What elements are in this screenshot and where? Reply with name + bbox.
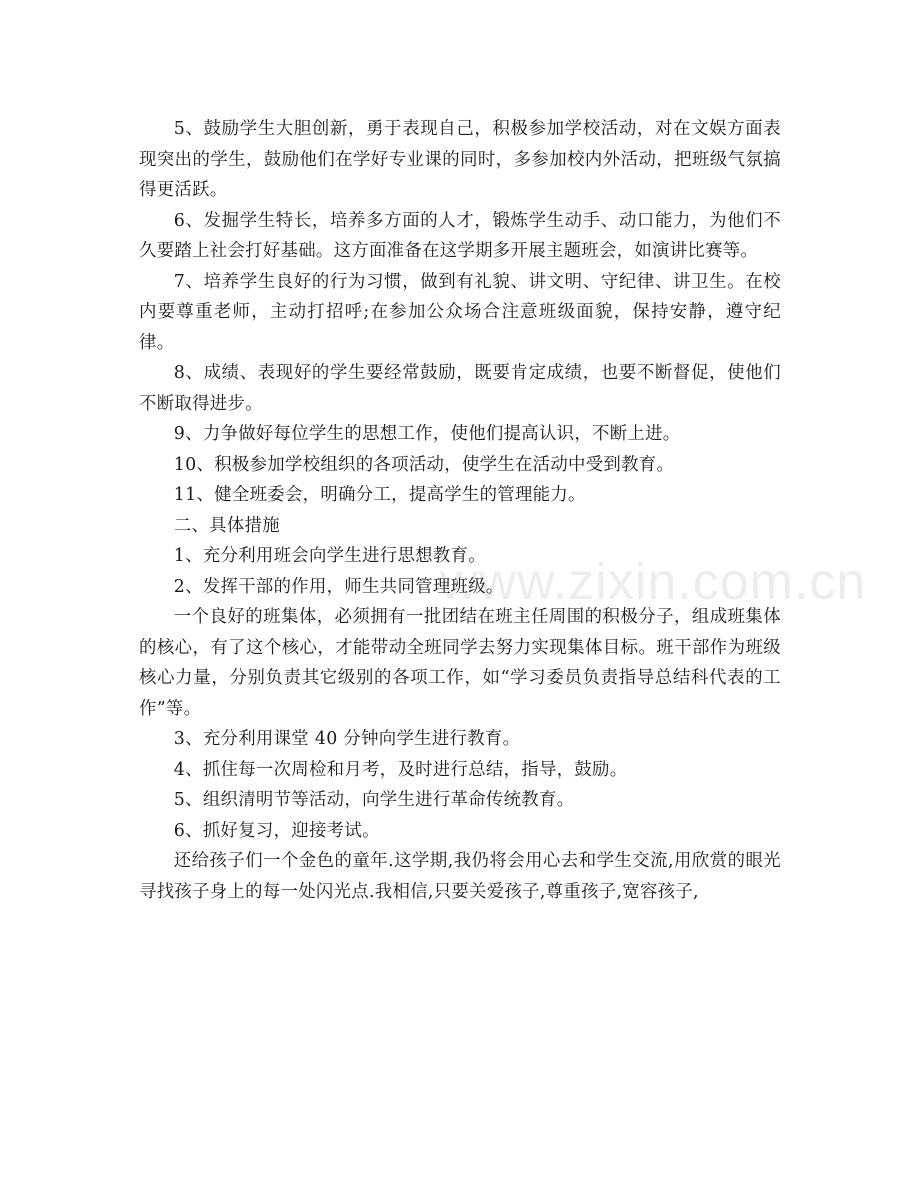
paragraph-8-encourage-progress: 8、成绩、表现好的学生要经常鼓励，既要肯定成绩，也要不断督促，使他们不断取得进步。 <box>139 363 781 414</box>
paragraph-6-develop-talents: 6、发掘学生特长，培养多方面的人才，锻炼学生动手、动口能力，为他们不久要踏上社会打好基础。这方面准备在这学期多开展主题班会，如演讲比赛等。 <box>139 210 781 261</box>
paragraph-golden-childhood: 还给孩子们一个金色的童年.这学期,我仍将会用心去和学生交流,用欣赏的眼光寻找孩子身上的每一处闪光点.我相信,只要关爱孩子,尊重孩子,宽容孩子, <box>139 851 781 902</box>
measure-2-cadres: 2、发挥干部的作用，师生共同管理班级。 <box>173 576 504 597</box>
measure-6-review: 6、抓好复习，迎接考试。 <box>173 820 380 841</box>
paragraph-10-school-activities: 10、积极参加学校组织的各项活动，使学生在活动中受到教育。 <box>173 454 675 475</box>
section-heading-measures: 二、具体措施 <box>173 515 280 536</box>
measure-1-class-meeting: 1、充分利用班会向学生进行思想教育。 <box>173 546 486 566</box>
paragraph-11-class-committee: 11、健全班委会，明确分工，提高学生的管理能力。 <box>173 485 586 505</box>
paragraph-5-encourage-innovation: 5、鼓励学生大胆创新，勇于表现自己，积极参加学校活动，对在文娱方面表现突出的学生，鼓励他们在学好专业课的同时，多参加校内外活动，把班级气氛搞得更活跃。 <box>139 119 781 200</box>
measure-3-classroom: 3、充分利用课堂 40 分钟向学生进行教育。 <box>173 729 521 749</box>
document-body <box>139 114 781 907</box>
watermark-text: www.zixin.com.cn <box>440 553 867 611</box>
measure-5-qingming: 5、组织清明节等活动，向学生进行革命传统教育。 <box>173 790 575 810</box>
paragraph-9-ideological-work: 9、力争做好每位学生的思想工作，使他们提高认识，不断上进。 <box>173 424 681 444</box>
measure-4-exams: 4、抓住每一次周检和月考，及时进行总结，指导，鼓励。 <box>173 759 628 780</box>
paragraph-class-collective: 一个良好的班集体，必须拥有一批团结在班主任周围的积极分子，组成班集体的核心，有了这个核心，才能带动全班同学去努力实现集体目标。班干部作为班级核心力量，分别负责其它级别的各项工作，如“学习委员负责指导总结科代表的工作”等。 <box>139 607 781 719</box>
paragraph-7-good-habits: 7、培养学生良好的行为习惯，做到有礼貌、讲文明、守纪律、讲卫生。在校内要尊重老师，主动打招呼;在参加公众场合注意班级面貌，保持安静，遵守纪律。 <box>139 271 781 353</box>
